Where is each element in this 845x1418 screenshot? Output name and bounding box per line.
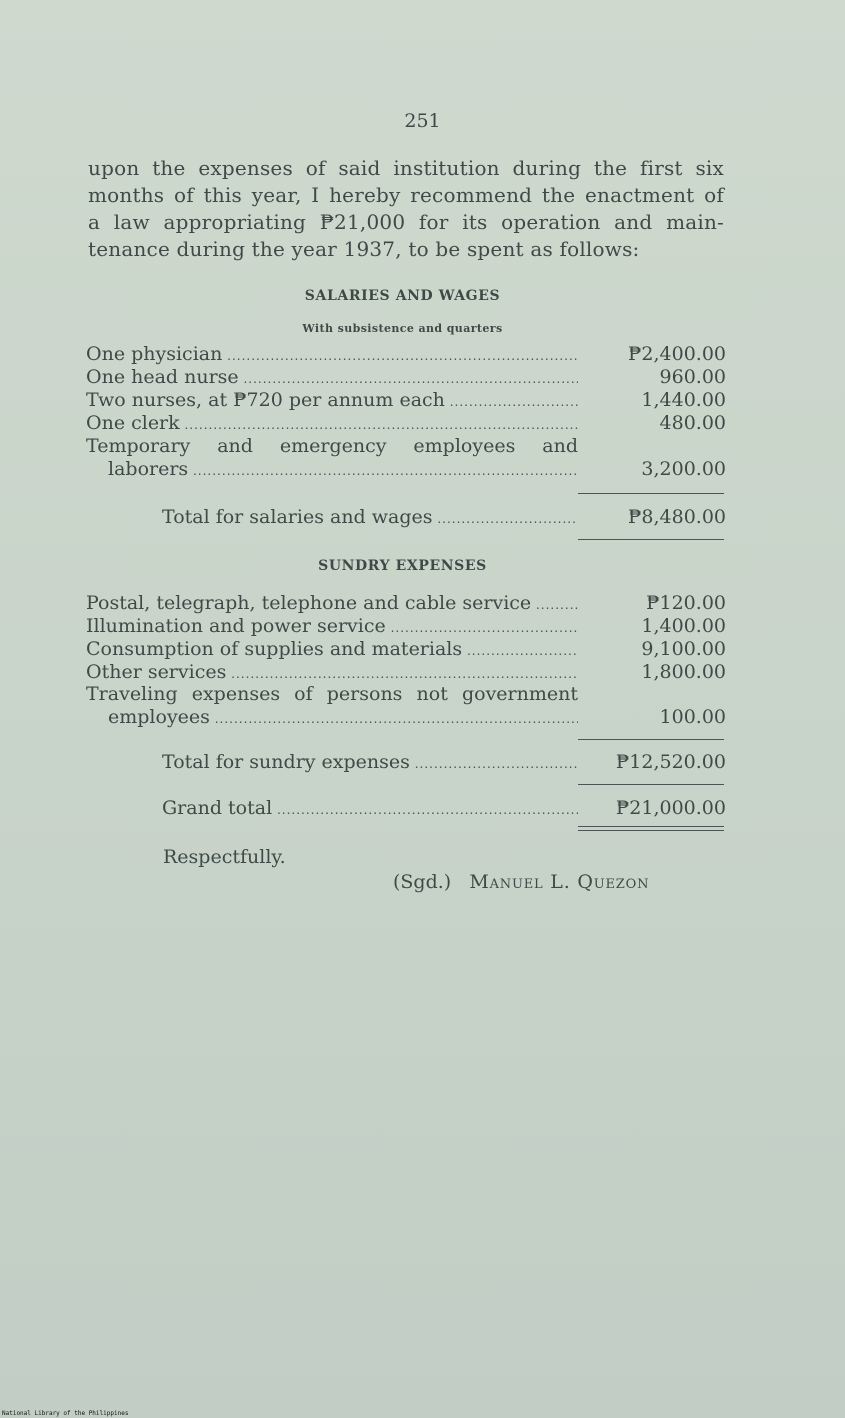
salaries-heading: SALARIES AND WAGES	[304, 288, 501, 304]
sundry-amount: 1,400.00	[641, 615, 726, 637]
subtotal-rule	[578, 739, 724, 740]
sundry-total-amount: ₱12,520.00	[615, 751, 726, 773]
sundry-label: Postal, telegraph, telephone and cable service .....	[86, 592, 578, 614]
intro-paragraph	[88, 155, 724, 263]
signature-line	[393, 871, 649, 893]
grand-total-row	[86, 797, 726, 820]
grand-total-amount: ₱21,000.00	[615, 797, 726, 819]
footer-credit: National Library of the Philippines	[2, 1410, 129, 1417]
salary-row	[86, 366, 726, 389]
sundry-row	[86, 683, 726, 706]
salary-row-continued	[86, 458, 726, 481]
salaries-subheading: With subsistence and quarters	[302, 322, 503, 335]
sundry-label: Illumination and power service .....	[86, 615, 578, 637]
salary-label: One physician .....	[86, 343, 578, 365]
salary-amount: 480.00	[659, 412, 726, 434]
grand-total-label: Grand total .....	[162, 797, 578, 819]
salary-amount: 3,200.00	[641, 458, 726, 480]
sundry-amount: 9,100.00	[641, 638, 726, 660]
salaries-total-amount: ₱8,480.00	[627, 506, 726, 528]
salary-amount: ₱2,400.00	[627, 343, 726, 365]
sundry-row-continued	[86, 706, 726, 729]
signature-name: Manuel L. Quezon	[469, 871, 650, 893]
salaries-total-label: Total for salaries and wages .....	[162, 506, 578, 528]
intro-line: a law appropriating ₱21,000 for its operation and main-	[88, 210, 724, 234]
sundry-total-row	[86, 751, 726, 774]
salary-amount: 960.00	[659, 366, 726, 388]
salary-row	[86, 412, 726, 435]
intro-line: months of this year, I hereby recommend the enactment of	[88, 183, 724, 207]
salary-row	[86, 389, 726, 412]
salary-row	[86, 435, 726, 458]
subtotal-rule	[578, 493, 724, 494]
salary-amount: 1,440.00	[641, 389, 726, 411]
sundry-row	[86, 638, 726, 661]
sundry-label: Consumption of supplies and materials .....	[86, 638, 578, 660]
sundry-amount: 1,800.00	[641, 661, 726, 683]
page-number: 251	[404, 110, 441, 132]
intro-line: upon the expenses of said institution during the first six	[88, 156, 724, 180]
sundry-total-label: Total for sundry expenses .....	[162, 751, 578, 773]
salary-row	[86, 343, 726, 366]
signature-prefix: (Sgd.)	[393, 871, 452, 893]
sundry-row	[86, 615, 726, 638]
sundry-amount: ₱120.00	[646, 592, 726, 614]
salary-label: Two nurses, at ₱720 per annum each .....	[86, 389, 578, 411]
sundry-heading: SUNDRY EXPENSES	[318, 558, 487, 574]
closing-text: Respectfully.	[163, 846, 286, 868]
salary-label: Temporary and emergency employees and	[86, 435, 578, 457]
sundry-label: Traveling expenses of persons not government	[86, 683, 578, 705]
grand-total-double-rule	[578, 826, 724, 831]
sundry-label-continued: employees .....	[108, 706, 578, 728]
total-rule	[578, 784, 724, 785]
sundry-row	[86, 661, 726, 684]
total-rule	[578, 539, 724, 540]
salary-label: One clerk .....	[86, 412, 578, 434]
salary-label-continued: laborers .....	[108, 458, 578, 480]
sundry-row	[86, 592, 726, 615]
sundry-amount: 100.00	[659, 706, 726, 728]
intro-line: tenance during the year 1937, to be spent as follows:	[88, 237, 640, 261]
salaries-total-row	[86, 506, 726, 529]
salary-label: One head nurse .....	[86, 366, 578, 388]
sundry-label: Other services .....	[86, 661, 578, 683]
